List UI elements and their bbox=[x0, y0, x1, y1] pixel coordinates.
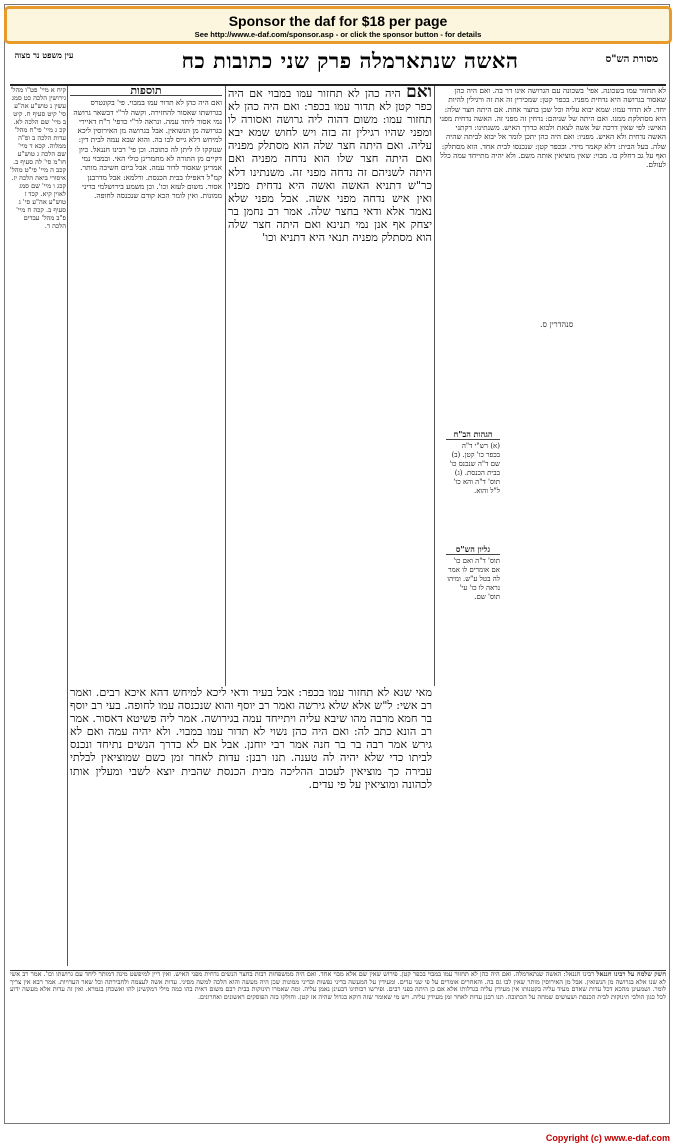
ein-mishpat-divider bbox=[67, 86, 68, 966]
sponsor-subline[interactable]: See http://www.e-daf.com/sponsor.asp - or click the sponsor button - for details bbox=[194, 30, 482, 39]
gemara-column bbox=[228, 86, 432, 686]
gilyon-title: גליון הש"ס bbox=[446, 545, 500, 555]
sanhedrin-ref: סנהדרין ס. bbox=[540, 320, 574, 329]
hagahot-text: (א) רש"י ד"ה בכפר כו' קטן. (ב) שם ד"ה שנכנס כו' בבית הכנסת. (ג) תוס' ד"ה והא כו' ל"ל והוא. bbox=[449, 442, 500, 495]
bottom-commentary bbox=[10, 970, 666, 1119]
ein-mishpat-label: עין משפט נר מצוה bbox=[14, 50, 74, 60]
ein-mishpat-text: קיח א מיי' פט"ו מהל' גירושין הלכה כט סמג עשין נ טוש"ע אה"ע סי' קיט סעיף ח. קיט ב מיי' שם הלכה לא. קכ ג מיי' פי"ח מהל' עדות הלכה ב ופ"ה ממלוה. קכא ד מיי' שם הלכה ג טוש"ע חו"מ סי' לה סעיף ב. קכב ה מיי' פי"ט מהל' איסורי ביאה הלכה יז. קכג ו מיי' שם סמג לאוין קיא. קכד ז טוש"ע אה"ע סי' ג סעיף ב. קכה ח מיי' פ"ב מהל' עבדים הלכה ד. bbox=[9, 86, 66, 230]
gemara-opening-word: ואם bbox=[406, 86, 432, 102]
gemara-text: היה כהן לא תחזור עמו במבוי אם היה כפר קטן לא תדור עמו בכפר: ואם היה כהן לא תחזור עמו: משום דהוה ליה גרושה ואסורה לו ומפני שהיו רגילין זה בזה ויש לחוש שמא יבא עליה. ואם היתה חצר שלה הוא מסתלק מפניה ואם היתה חצר שלו הוא נדחה מפניה ואם היתה לשניהם זה נדחה מפני זה. משנתינו דלא כר"ש דתניא האשה ואשה היא נדחית מפניו ואין איש נדחה מפני אשה. אבל מפני שלא נאמר אלא ודאי בחצר שלה. אמר רב נחמן בר יצחק אף אנן נמי תנינא ואם היתה חצר שלה הוא מסתלק מפניה תנאי היא דתניא וכו' bbox=[228, 87, 432, 245]
tosafot-title: תוספות bbox=[70, 86, 222, 96]
bottom-commentary-text: רבינו חננאל: האשה שנתארמלה. ואם היה כהן לא תחזור עמו במבוי בכפר קטן. פירוש שאין שם אלא מבוי אחד. ואם היה ממשפחות רבות בחצר הנשים נדחית מפני האיש. ואין דיין למיפשט מינה דמותר ליחד עם גרושתו וכו'. אמר רב אשי לא שנו אלא בגרושה מן הנשואין. אבל מן האירוסין מותר שאין לבו גס בה. והאחרים אומרים על פי שני עדים. ומעידין על המעשה בדיני נפשות ובדיני ממונות שכן היה מעשה והוא הלכה למשה מסיני. עדות אשה לעצמה ולחבירתה וכל שאר העדויות. אמר רבא אין צריך לומר. ושמעינן מהכא דכל עדות שאדם מעיד עליה בקטנותו אין מעידין עליה בגדלותו אלא אם כן היתה בפני רבים. ופירשו רבותינו דבעינן נאמן עליה. ומה שאמרו תינוקות בבית רבם משום דאית בהו כמה מילי דמקשינן להו ואשכחן בגמרא. ואין זה עדות אלא מעשה ידוע לכל כגון הולכי תינוקות לבית הכנסת ושעושים שמחה על הכתובה. תנו רבנן עדות לאחר זמן מעידין עליה. ויש מי שאומר שזה דוקא בגדול שהיה אז קטן. וחולקו בזה הפוסקים ראשונים ואחרונים. bbox=[10, 970, 666, 1001]
gemara-continuation-text: מאי שנא לא תחזור עמו בכפר: אבל בעיר ודאי ליכא למיחש דהא איכא רבים. ואמר רב אשי: ל"ש אלא שלא גירשה ואמר רב יוסף והוא שנכנסה עמו לחופה. בעי רב יוסף בר חמא מרבה מהו שיבא עליה ויתייחד עמה בגירושה. אמר ליה פשיטא דאסור. אמר רב הונא כתב לה: ואם היה כהן נשוי לא תדור עמו במבוי. ולא יהיה עמה ואם לא גירש אמר רבה בר בר חנה אמר רבי יוחנן. אבל אם לא כדרך הנשים נתיחד ונכנס לביתו כדי שלא יהיה לה טענה. תנו רבנן: עדות לאחר זמן כשם שמוציאין לבלתי עבירה כך מוציאין לעכוב ההליכה מבית הכנסת שהבית יוצא לשבי ומעלין אותו לכהונה ומוציאין על פי עדים. bbox=[70, 686, 432, 791]
ein-mishpat-column bbox=[8, 86, 66, 836]
page-title: האשה שנתארמלה פרק שני כתובות כח bbox=[181, 48, 519, 73]
sponsor-banner[interactable] bbox=[4, 6, 672, 44]
tosafot-divider bbox=[225, 86, 226, 686]
gemara-continuation bbox=[70, 686, 432, 966]
bottom-commentary-label: חשק שלמה על רבינו חננאל bbox=[596, 970, 666, 978]
hagahot-box bbox=[446, 430, 500, 496]
copyright-link[interactable]: Copyright (c) www.e-daf.com bbox=[545, 1133, 670, 1143]
sponsor-headline[interactable]: Sponsor the daf for $18 per page bbox=[228, 13, 448, 29]
gilyon-box bbox=[446, 545, 500, 602]
rashi-text: לא תחזור עמו בשכונה. אפי' בשכונה עם הגרושה אינו דר בה. ואם היה כהן שאסור בגרושה היא נדחית מפניו. בכפר קטן: שמכירין זה את זה ורגילין להיות יחד. לא תדור עמו: שמא יבוא עליה וכל שכן בחצר אחת. אם היתה חצר שלה: היא מסתלקת ממנו. ואם היתה של שניהם: נדחין זה מפני זה. האשה נדחית מפני האיש: לפי שאין דרכה של אשה לצאת ולבוא כדרך האיש. משנתינו: דקתני האשה נדחית ולא האיש. מפניו: ואם היה כהן יתכן לומר אל יבוא לביתה שהיה שלה. בעל הבית: דלא קאמר מידי. ובכפר קטן: שנכנסו לבית אחד. הוא מסתלק: ואף על גב דחלק בו. מבוי: שאין מוציאין אותה משם. ולא יהיה מתייחד עמה כלל לעולם. bbox=[439, 86, 666, 170]
page-header bbox=[10, 48, 666, 86]
rashi-divider bbox=[434, 86, 435, 686]
gilyon-text: תוס' ד"ה ואם כו' אם אומרים לו אמר לה בטל ע"ש. ומיהו נראה לו כו' עי' תוס' שם. bbox=[447, 557, 500, 601]
hagahot-title: הגהות הב"ח bbox=[446, 430, 500, 440]
masoret-hashas-label: מסורת הש"ס bbox=[605, 54, 658, 65]
tosafot-text: ואם היה כהן לא תדור עמו במבוי. פי' בקונטרס בגרושתו שאסור להחזירה. וקשה לר"י דבשאר גרושה נמי אסור ליחד עמה. ונראה לר"י כדפי' ר"ח דאיירי בגרושה מן הנשואין. אבל בגרושה מן האירוסין ליכא למיחש דלא גייס לבו בה. והוא שבא עמה לבית דין: שנזקקו לו ליתן לה כתובה. וכן פי' רבינו חננאל. כיון דקיים מן התורה לא מחמרינן כולי האי. ובמבוי נמי אמרינן שאסור לדור עמה. אבל ביום חשיכה מותר. קמ"ל דאפילו בבית הכנסת. ורלמא: אבל מדרבנן אסור. משום לעזא וכו'. וכן משמע בירושלמי בדיני ממונות. ואין לומר הכא קודם שנכנסה לחופה. bbox=[73, 98, 222, 201]
